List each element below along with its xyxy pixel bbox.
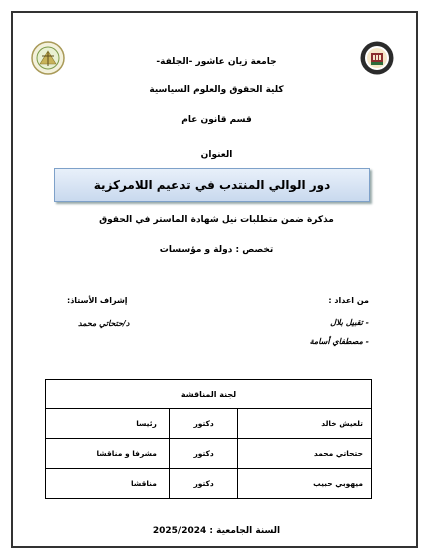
table-row (46, 469, 372, 499)
member-name: حتحاتي محمد (238, 439, 372, 469)
prepared-by-label: من اعداد : (328, 296, 369, 305)
thesis-title: دور الوالي المنتدب في تدعيم اللامركزية (93, 178, 331, 192)
thesis-title-box (54, 168, 370, 202)
title-label: العنوان (200, 150, 233, 160)
table-row (46, 409, 372, 439)
student-2: - مصطفاي أسامة (309, 337, 369, 346)
member-grade: دكتور (169, 469, 237, 499)
supervisor-name: د/حتحاتي محمد (78, 319, 130, 328)
table-row (46, 439, 372, 469)
member-grade: دكتور (169, 409, 237, 439)
committee-title: لجنة المناقشة (46, 380, 372, 409)
member-role: مناقشا (46, 469, 170, 499)
member-role: مشرفا و مناقشا (46, 439, 170, 469)
university-name: جامعة زيان عاشور -الجلفة- (156, 57, 277, 67)
student-1: - تقبيل بلال (330, 318, 369, 327)
academic-year: السنة الجامعية : 2025/2024 (152, 526, 281, 536)
member-name: تلعيش خالد (238, 409, 372, 439)
department-name: قسم قانون عام (181, 115, 252, 125)
committee-table (45, 379, 372, 499)
member-grade: دكتور (169, 439, 237, 469)
specialty: تخصص : دولة و مؤسسات (159, 245, 274, 255)
member-role: رئيسا (46, 409, 170, 439)
faculty-name: كلية الحقوق والعلوم السياسية (149, 85, 284, 95)
member-name: ميهوبي حبيب (238, 469, 372, 499)
thesis-subtitle: مذكرة ضمن متطلبات نيل شهادة الماستر في الحقوق (99, 215, 334, 225)
supervision-label: إشراف الأستاذ: (67, 296, 128, 305)
